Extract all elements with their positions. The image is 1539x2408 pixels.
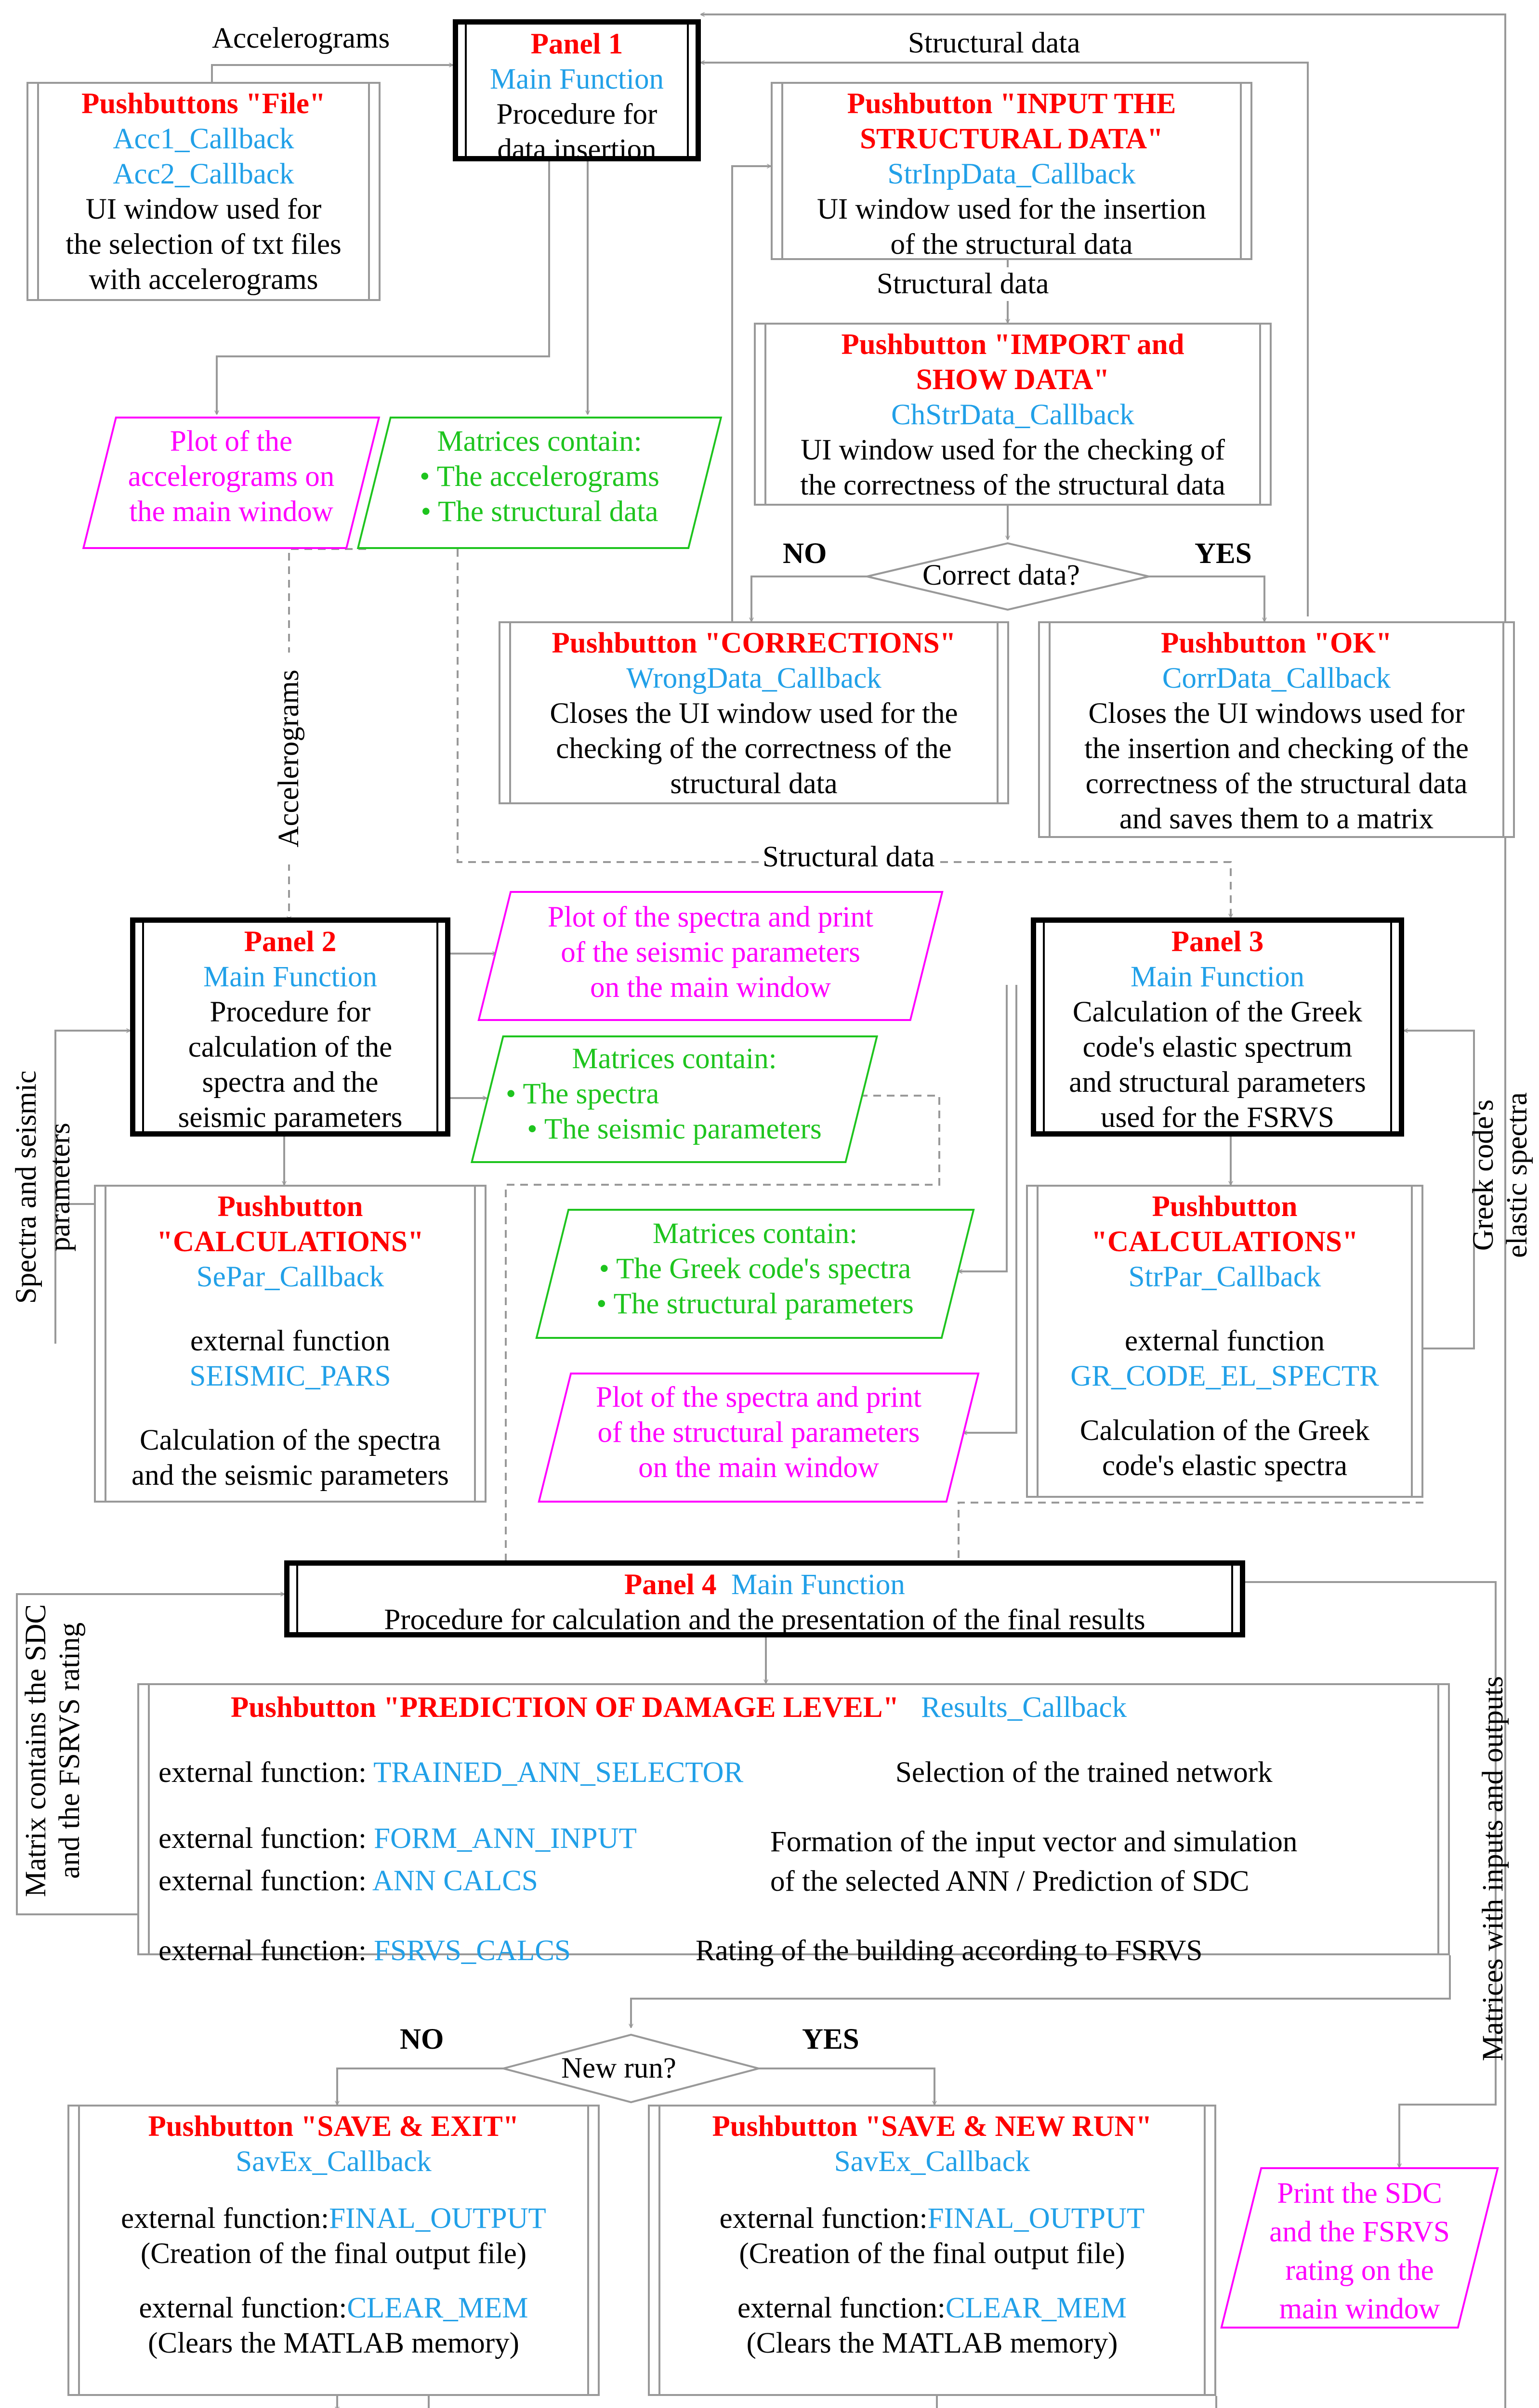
- input-structural-data-box[interactable]: Pushbutton "INPUT THE STRUCTURAL DATA" StrInpData_Callback UI window used for the insertion of the structural data: [771, 82, 1252, 260]
- panel1-func: Main Function: [490, 63, 664, 95]
- label-structural-data-mid: Structural data: [877, 268, 1049, 300]
- prediction-damage-level-box[interactable]: Pushbutton "PREDICTION OF DAMAGE LEVEL" Results_Callback external function: TRAINED_ANN_SELECTOR Selection of the trained network external function: FORM_ANN_INPUT external function: ANN CALCS Formation of the input vector and simulation of the selected ANN / Prediction of SDC external function: FSRVS_CALCS Rating of the building according to FSRVS: [137, 1683, 1450, 1955]
- panel2-box: Panel 2 Main Function Procedure for calculation of the spectra and the seismic parameters: [130, 917, 450, 1137]
- label-matrices-io: Matrices with inputs and outputs: [1477, 1676, 1509, 2061]
- label-structural-data-top: Structural data: [908, 27, 1080, 59]
- calculations-structural-box[interactable]: Pushbutton "CALCULATIONS" StrPar_Callback external function GR_CODE_EL_SPECTR Calculation of the Greek code's elastic spectra: [1026, 1185, 1423, 1498]
- label-greek-elastic-spectra: Greek code's elastic spectra: [1467, 1092, 1533, 1258]
- ok-box[interactable]: Pushbutton "OK" CorrData_Callback Closes the UI windows used for the insertion and checking of the correctness of the structural data and saves them to a matrix: [1038, 621, 1515, 838]
- arrow-decision2-yes: [759, 2068, 934, 2105]
- arrow-decision2-no: [337, 2068, 503, 2105]
- matrices-accelerograms-structural: Matrices contain: • The accelerograms • The structural data: [373, 417, 706, 549]
- decision1-yes-label: YES: [1195, 537, 1252, 570]
- arrow-saveexit-to-output: [429, 2396, 549, 2408]
- corrections-box[interactable]: Pushbutton "CORRECTIONS" WrongData_Callback Closes the UI window used for the checking of the correctness of the structural data: [499, 621, 1009, 804]
- panel3-box: Panel 3 Main Function Calculation of the Greek code's elastic spectrum and structural parameters used for the FSRVS: [1031, 917, 1404, 1137]
- label-matrix-sdc: Matrix contains the SDC and the FSRVS rating: [20, 1604, 86, 1898]
- file-pushbutton-box[interactable]: Pushbuttons "File" Acc1_Callback Acc2_Callback UI window used for the selection of txt files with accelerograms: [26, 82, 381, 301]
- arrow-file-to-panel1: [212, 65, 453, 82]
- arrow-savenew-to-output: [744, 2396, 937, 2408]
- plot-spectra-seismic-output: Plot of the spectra and print of the seismic parameters on the main window: [494, 891, 927, 1021]
- print-sdc-output: Print the SDC and the FSRVS rating on the main window: [1240, 2167, 1479, 2329]
- arrow-decision-yes: [1149, 576, 1264, 621]
- arrow-decision-no: [751, 576, 867, 621]
- calculations-seismic-box[interactable]: Pushbutton "CALCULATIONS" SePar_Callback external function SEISMIC_PARS Calculation of the spectra and the seismic parameters: [94, 1185, 487, 1503]
- file-title: Pushbuttons "File": [81, 88, 326, 120]
- matrices-greek-structural: Matrices contain: • The Greek code's spectra • The structural parameters: [552, 1209, 959, 1339]
- plot-accelerograms-output: Plot of the accelerograms on the main window: [99, 417, 364, 549]
- panel1-box: Panel 1 Main Function Procedure for data insertion: [453, 19, 701, 161]
- decision2-no-label: NO: [400, 2023, 444, 2055]
- dashed-matrices3-to-panel4: [959, 1503, 1423, 1565]
- label-accelerograms-vertical: Accelerograms: [272, 653, 306, 864]
- panel4-box: Panel 4 Main Function Procedure for calculation and the presentation of the final results: [284, 1560, 1245, 1637]
- label-structural-data-dashed: Structural data: [759, 840, 938, 874]
- import-show-data-box[interactable]: Pushbutton "IMPORT and SHOW DATA" ChStrData_Callback UI window used for the checking of the correctness of the structural data: [754, 323, 1272, 506]
- matrices-spectra-seismic: Matrices contain: • The spectra • The seismic parameters: [487, 1035, 862, 1163]
- panel1-title: Panel 1: [530, 28, 623, 60]
- decision-new-run-text: New run?: [561, 2052, 676, 2084]
- decision2-yes-label: YES: [802, 2023, 859, 2055]
- plot-spectra-structural-output: Plot of the spectra and print of the structural parameters on the main window: [554, 1373, 963, 1503]
- label-accelerograms-top: Accelerograms: [212, 22, 390, 54]
- save-new-run-box[interactable]: Pushbutton "SAVE & NEW RUN" SavEx_Callback external function:FINAL_OUTPUT (Creation of the final output file) external function:CLEAR_MEM (Clears the MATLAB memory): [648, 2105, 1216, 2396]
- decision-correct-data-text: Correct data?: [922, 559, 1080, 591]
- save-exit-box[interactable]: Pushbutton "SAVE & EXIT" SavEx_Callback external function:FINAL_OUTPUT (Creation of the final output file) external function:CLEAR_MEM (Clears the MATLAB memory): [67, 2105, 600, 2396]
- decision1-no-label: NO: [783, 537, 827, 570]
- label-spectra-seismic-params: Spectra and seismic parameters: [10, 1070, 76, 1304]
